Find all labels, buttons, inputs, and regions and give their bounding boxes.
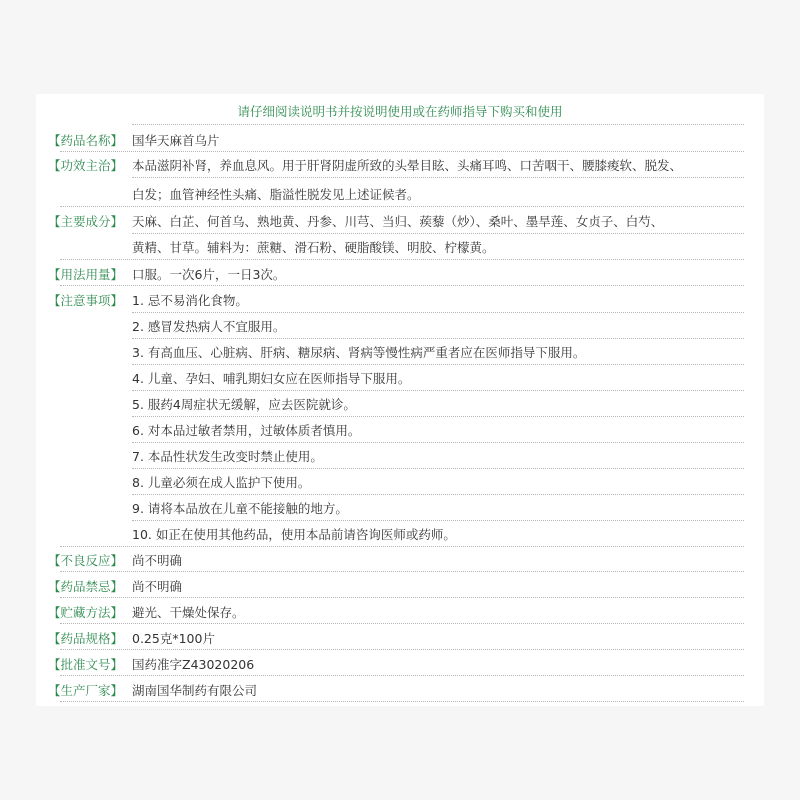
label-usage: 【用法用量】 [48,267,124,282]
precaution-item: 8. 儿童必须在成人监护下使用。 [132,475,311,490]
precaution-item: 5. 服药4周症状无缓解，应去医院就诊。 [132,397,356,412]
divider [132,390,744,391]
value-storage: 避光、干燥处保存。 [132,605,245,620]
precaution-item: 10. 如正在使用其他药品，使用本品前请咨询医师或药师。 [132,527,456,542]
value-function-line1: 本品滋阴补肾，养血息风。用于肝肾阴虚所致的头晕目眩、头痛耳鸣、口苦咽干、腰膝痠软、脱发、 [132,158,683,173]
divider [132,494,744,495]
divider [132,177,744,178]
divider [60,649,744,650]
label-precautions: 【注意事项】 [48,293,124,308]
value-ingredients-line2: 黄精、甘草。辅料为：蔗糖、滑石粉、硬脂酸镁、明胶、柠檬黄。 [132,240,495,255]
precaution-item: 2. 感冒发热病人不宜服用。 [132,319,286,334]
divider [60,597,744,598]
label-storage: 【贮藏方法】 [48,605,124,620]
value-approval: 国药准字Z43020206 [132,657,255,672]
divider [60,151,744,152]
divider [132,124,744,125]
divider [132,416,744,417]
divider [132,442,744,443]
divider [60,571,744,572]
value-manufacturer: 湖南国华制药有限公司 [132,683,258,698]
precaution-item: 4. 儿童、孕妇、哺乳期妇女应在医师指导下服用。 [132,371,411,386]
label-drug-name: 【药品名称】 [48,133,124,148]
divider [132,338,744,339]
divider [132,233,744,234]
precaution-item: 7. 本品性状发生改变时禁止使用。 [132,449,323,464]
label-specification: 【药品规格】 [48,631,124,646]
divider [60,623,744,624]
precaution-item: 9. 请将本品放在儿童不能接触的地方。 [132,501,348,516]
divider [60,285,744,286]
divider [60,259,744,260]
value-contraindications: 尚不明确 [132,579,183,594]
value-specification: 0.25克*100片 [132,631,215,646]
divider [132,468,744,469]
label-function: 【功效主治】 [48,158,124,173]
precaution-item: 3. 有高血压、心脏病、肝病、糖尿病、肾病等慢性病严重者应在医师指导下服用。 [132,345,586,360]
value-function-line2: 白发；血管神经性头痛、脂溢性脱发见上述证候者。 [132,187,420,202]
label-ingredients: 【主要成分】 [48,214,124,229]
label-adverse: 【不良反应】 [48,553,124,568]
precaution-item: 1. 忌不易消化食物。 [132,293,248,308]
precaution-item: 6. 对本品过敏者禁用，过敏体质者慎用。 [132,423,361,438]
divider [60,701,744,702]
value-drug-name: 国华天麻首乌片 [132,133,220,148]
usage-notice: 请仔细阅读说明书并按说明使用或在药师指导下购买和使用 [237,104,563,119]
value-ingredients-line1: 天麻、白芷、何首乌、熟地黄、丹参、川芎、当归、蒺藜（炒）、桑叶、墨旱莲、女贞子、白芍、 [132,214,664,229]
divider [60,675,744,676]
value-adverse: 尚不明确 [132,553,183,568]
divider [60,206,744,207]
divider [132,312,744,313]
label-contraindications: 【药品禁忌】 [48,579,124,594]
divider [132,364,744,365]
value-usage: 口服。一次6片，一日3次。 [132,267,286,282]
leaflet-sheet [36,94,764,706]
label-approval: 【批准文号】 [48,657,124,672]
label-manufacturer: 【生产厂家】 [48,683,124,698]
divider [132,520,744,521]
divider [60,546,744,547]
